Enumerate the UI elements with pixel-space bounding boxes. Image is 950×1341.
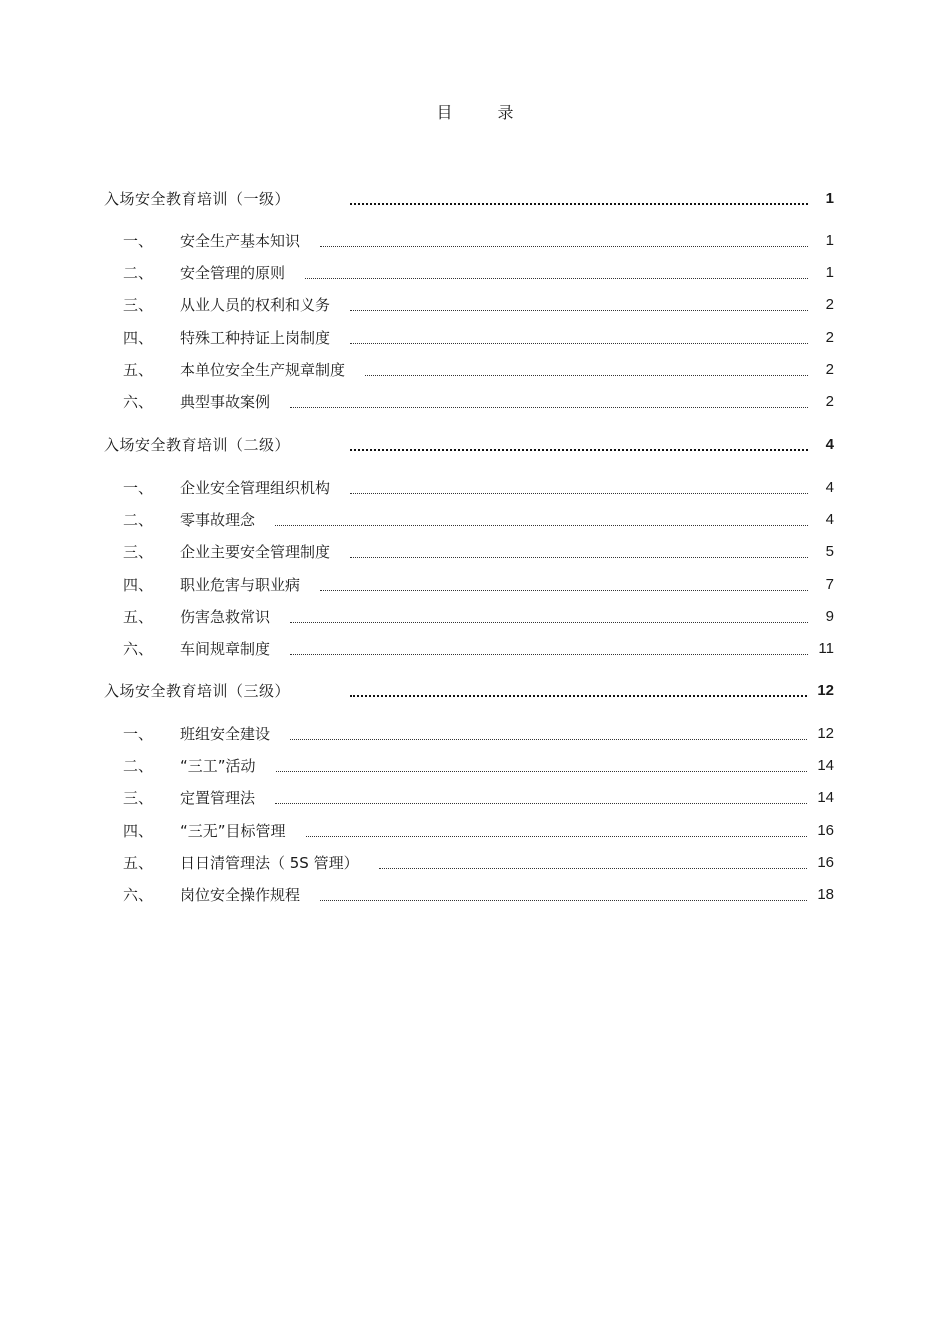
toc-page-number: 12 [817, 725, 834, 742]
toc-item-number: 三、 [123, 296, 154, 314]
toc-item[interactable] [123, 638, 834, 660]
toc-page-number: 12 [817, 682, 834, 699]
dot-leader [275, 787, 807, 809]
dot-leader [320, 574, 808, 596]
toc-section-heading[interactable] [104, 188, 834, 210]
dot-leader [290, 391, 808, 413]
toc-section-heading[interactable] [104, 434, 834, 456]
toc-item[interactable] [123, 359, 834, 381]
toc-item-text: 职业危害与职业病 [180, 576, 301, 594]
toc-item-text: 班组安全建设 [180, 725, 271, 743]
toc-item-number: 二、 [123, 757, 154, 775]
toc-page-number: 2 [825, 296, 834, 313]
toc-page-number: 11 [818, 640, 834, 657]
dot-leader [305, 262, 808, 284]
toc-item[interactable] [123, 509, 834, 531]
toc-item-text: 定置管理法 [180, 789, 256, 807]
toc-item-text: 企业主要安全管理制度 [180, 543, 331, 561]
page-title: 目 录 [436, 103, 534, 122]
toc-item-text: 零事故理念 [180, 511, 256, 529]
toc-page-number: 18 [817, 886, 834, 903]
toc-item-number: 五、 [123, 608, 154, 626]
toc-heading-text: 入场安全教育培训（三级） [104, 682, 291, 700]
toc-item[interactable] [123, 852, 834, 874]
toc-item-text: 典型事故案例 [180, 393, 271, 411]
toc-page-number: 1 [825, 232, 834, 249]
dot-leader [350, 434, 808, 456]
dot-leader [290, 638, 808, 660]
toc-item[interactable] [123, 884, 834, 906]
toc-item-text: 从业人员的权利和义务 [180, 296, 331, 314]
toc-page-number: 4 [825, 436, 834, 453]
toc-page-number: 14 [817, 757, 834, 774]
toc-item-number: 五、 [123, 854, 154, 872]
toc-item-text: “三工”活动 [180, 757, 256, 775]
toc-item-number: 一、 [123, 232, 154, 250]
toc-item-number: 四、 [123, 822, 154, 840]
toc-item-number: 三、 [123, 543, 154, 561]
toc-page-number: 5 [825, 543, 834, 560]
toc-item-number: 五、 [123, 361, 154, 379]
toc-item-number: 六、 [123, 640, 154, 658]
dot-leader [350, 327, 808, 349]
toc-item-text: “三无”目标管理 [180, 822, 286, 840]
toc-item-text: 岗位安全操作规程 [180, 886, 301, 904]
toc-item-number: 一、 [123, 479, 154, 497]
toc-item[interactable] [123, 723, 834, 745]
toc-section-heading[interactable] [104, 680, 834, 702]
dot-leader [350, 294, 808, 316]
dot-leader [350, 188, 808, 210]
toc-item[interactable] [123, 574, 834, 596]
toc-item-number: 三、 [123, 789, 154, 807]
dot-leader [320, 230, 808, 252]
dot-leader [290, 606, 808, 628]
toc-item-number: 一、 [123, 725, 154, 743]
toc-item[interactable] [123, 477, 834, 499]
toc-item-text: 安全管理的原则 [180, 264, 286, 282]
toc-item-number: 六、 [123, 886, 154, 904]
dot-leader [379, 852, 808, 874]
dot-leader [350, 680, 807, 702]
toc-page-number: 1 [825, 190, 834, 207]
toc-item[interactable] [123, 820, 834, 842]
toc-item-number: 四、 [123, 329, 154, 347]
toc-page-number: 2 [825, 361, 834, 378]
toc-item-text: 企业安全管理组织机构 [180, 479, 331, 497]
toc-item-number: 二、 [123, 264, 154, 282]
toc-item-text: 日日清管理法（ 5S 管理） [180, 854, 359, 872]
toc-item-text: 伤害急救常识 [180, 608, 271, 626]
toc-item[interactable] [123, 230, 834, 252]
toc-item[interactable] [123, 391, 834, 413]
toc-page-number: 16 [817, 822, 834, 839]
toc-item[interactable] [123, 541, 834, 563]
toc-page-number: 7 [825, 576, 834, 593]
toc-item-text: 车间规章制度 [180, 640, 271, 658]
dot-leader [320, 884, 807, 906]
toc-item-number: 六、 [123, 393, 154, 411]
toc-page-number: 16 [817, 854, 834, 871]
toc-item-text: 特殊工种持证上岗制度 [180, 329, 331, 347]
toc-heading-text: 入场安全教育培训（二级） [104, 436, 291, 454]
toc-item-text: 安全生产基本知识 [180, 232, 301, 250]
toc-heading-text: 入场安全教育培训（一级） [104, 190, 291, 208]
toc-item-text: 本单位安全生产规章制度 [180, 361, 346, 379]
toc-item-number: 四、 [123, 576, 154, 594]
dot-leader [350, 477, 808, 499]
dot-leader [365, 359, 808, 381]
toc-page-number: 4 [825, 511, 834, 528]
toc-page-number: 2 [825, 329, 834, 346]
toc-page-number: 4 [825, 479, 834, 496]
toc-page-number: 2 [825, 393, 834, 410]
toc-item[interactable] [123, 294, 834, 316]
dot-leader [290, 723, 807, 745]
toc-item[interactable] [123, 606, 834, 628]
dot-leader [276, 755, 808, 777]
dot-leader [275, 509, 808, 531]
dot-leader [306, 820, 808, 842]
toc-item[interactable] [123, 755, 834, 777]
toc-item-number: 二、 [123, 511, 154, 529]
dot-leader [350, 541, 808, 563]
toc-page-number: 9 [825, 608, 834, 625]
toc-item[interactable] [123, 262, 834, 284]
toc-page-number: 14 [817, 789, 834, 806]
toc-item[interactable] [123, 327, 834, 349]
toc-item[interactable] [123, 787, 834, 809]
toc-page-number: 1 [825, 264, 834, 281]
